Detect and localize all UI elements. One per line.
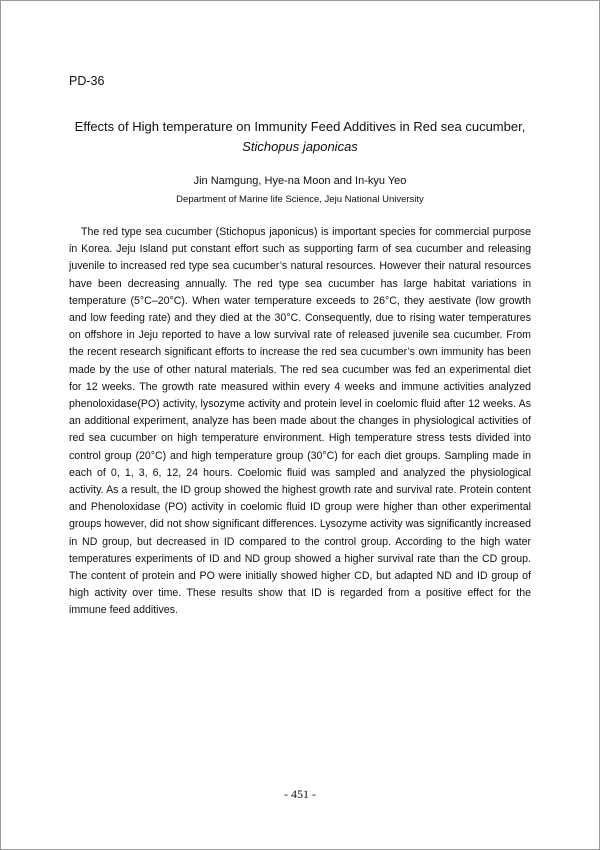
abstract-code: PD-36 — [69, 74, 105, 88]
title-line: Effects of High temperature on Immunity Feed Additives in Red sea cucumber, — [74, 119, 526, 134]
title-species: Stichopus japonicas — [242, 139, 358, 154]
paper-title — [40, 117, 560, 157]
authors: Jin Namgung, Hye-na Moon and In-kyu Yeo — [193, 175, 407, 187]
affiliation: Department of Marine life Science, Jeju National University — [176, 194, 424, 205]
page-number: - 451 - — [284, 787, 316, 801]
abstract-body: The red type sea cucumber (Stichopus japonicus) is important species for commercial purpose in Korea. Jeju Island put constant effort such as supporting farm of sea cucumber and releasing juvenile to increased red type sea cucumber’s natural resources. However their natural resources have been decreasing annually. The red type sea cucumber has large habitat variations in temperature (5°C–20°C). When water temperature exceeds to 26°C, they aestivate (low growth and low feeding rate) and they died at the 30°C. Consequently, due to rising water temperatures on offshore in Jeju reported to have a low survival rate of released juvenile sea cucumber. From the recent research significant efforts to increase the red sea cucumber’s own immunity has been made by the use of other natural materials. The red sea cucumber was fed an experimental diet for 12 weeks. The growth rate measured within every 4 weeks and immune activities analyzed phenoloxidase(PO) activity, lysozyme activity and protein level in coelomic fluid after 12 weeks. As an additional experiment, analyze has been made about the changes in physiological activities of red sea cucumber on high temperature environment. High temperature stress tests divided into control group (20°C) and high temperature group (30°C) for each diet groups. Sampling made in each of 0, 1, 3, 6, 12, 24 hours. Coelomic fluid was sampled and analyzed the physiological activity. As a result, the ID group showed the highest growth rate and survival rate. Protein content and Phenoloxidase (PO) activity in coelomic fluid ID group were higher than other experimental groups however, did not show significant differences. Lysozyme activity was significantly increased in ND group, but decreased in ID compared to the control group. According to the high water temperatures experiments of ID and ND group showed a higher survival rate than the CD group. The content of protein and PO were initially showed higher CD, but adapted ND and ID group of high activity over time. These results show that ID is regarded from a positive effect for the immune feed additives. — [69, 226, 531, 617]
